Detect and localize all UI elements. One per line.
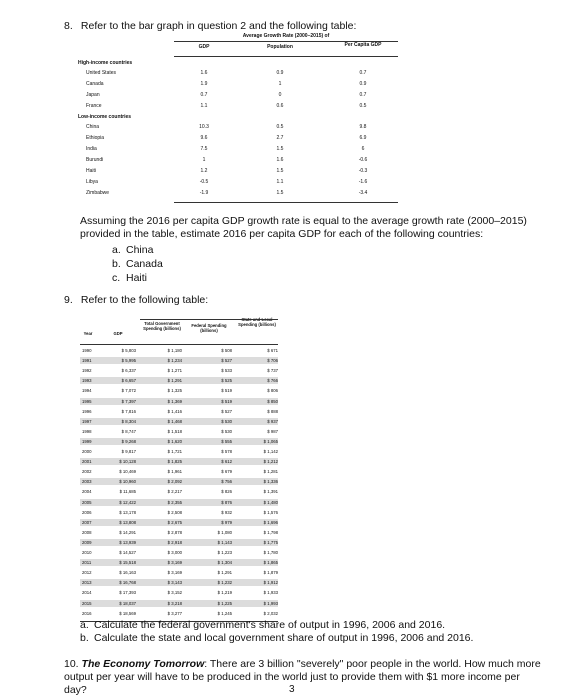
cell-gdp: $ 5,995 xyxy=(121,358,136,364)
cell-year: 1990 xyxy=(82,348,92,353)
cell-gdp: -0.5 xyxy=(199,179,209,185)
cell-pop: 1.5 xyxy=(276,190,284,196)
cell-federal: $ 1,223 xyxy=(217,550,232,555)
cell-state-local: $ 766 xyxy=(267,378,278,384)
cell-federal: $ 1,304 xyxy=(217,560,232,566)
cell-pc: 6.9 xyxy=(359,135,367,141)
part-letter: b. xyxy=(80,632,89,644)
cell-year: 2006 xyxy=(82,509,92,515)
cell-total: $ 3,143 xyxy=(167,580,182,586)
table-row xyxy=(80,509,280,517)
question-number: 10. xyxy=(64,658,79,670)
option-letter: b. xyxy=(112,258,121,270)
table-row xyxy=(80,549,280,557)
cell-pop: 1 xyxy=(278,81,282,87)
cell-gdp: $ 7,816 xyxy=(121,408,136,414)
cell-gdp: $ 15,518 xyxy=(119,560,136,566)
cell-total: $ 3,152 xyxy=(167,590,182,596)
table-row xyxy=(80,610,280,618)
cell-state-local: $ 1,576 xyxy=(263,509,278,515)
cell-gdp: $ 12,422 xyxy=(119,499,136,505)
cell-year: 2001 xyxy=(82,459,92,465)
cell-gdp: $ 14,527 xyxy=(119,550,136,555)
cell-year: 2008 xyxy=(82,529,92,535)
cell-total: $ 1,416 xyxy=(167,408,182,414)
cell-state-local: $ 1,933 xyxy=(263,590,278,596)
cell-total: $ 1,518 xyxy=(167,428,182,434)
option-letter: a. xyxy=(112,244,121,256)
cell-total: $ 2,092 xyxy=(167,479,182,485)
cell-pc: -1.6 xyxy=(358,179,368,185)
column-header-total: Total Government Spending (billions) xyxy=(143,321,181,331)
cell-year: 1995 xyxy=(82,398,92,404)
question-8-paragraph: Assuming the 2016 per capita GDP growth rate is equal to the average growth rate (2000–2015) provided in the table, estimate 2016 per capita GDP for each of the following countries: xyxy=(80,215,527,240)
table-row xyxy=(80,529,280,537)
question-8-header xyxy=(64,20,356,33)
cell-year: 1994 xyxy=(82,388,92,394)
option-text: China xyxy=(126,244,154,256)
cell-gdp: $ 10,469 xyxy=(119,469,136,475)
column-header-year: Year xyxy=(83,331,93,336)
cell-federal: $ 1,219 xyxy=(217,590,232,596)
cell-year: 2013 xyxy=(82,580,92,586)
cell-state-local: $ 737 xyxy=(267,368,278,374)
cell-federal: $ 525 xyxy=(221,378,232,384)
cell-year: 1998 xyxy=(82,428,92,434)
cell-year: 2007 xyxy=(82,519,92,525)
cell-federal: $ 826 xyxy=(221,489,232,495)
cell-federal: $ 1,291 xyxy=(217,570,232,576)
cell-year: 2011 xyxy=(82,560,92,566)
cell-state-local: $ 706 xyxy=(267,358,278,364)
cell-year: 2010 xyxy=(82,550,92,555)
cell-gdp: $ 11,685 xyxy=(119,489,136,495)
cell-total: $ 3,277 xyxy=(167,610,182,616)
cell-state-local: $ 1,798 xyxy=(263,529,278,535)
cell-federal: $ 679 xyxy=(221,469,232,475)
option-text: Haiti xyxy=(126,272,148,284)
cell-year: 2005 xyxy=(82,499,92,505)
cell-total: $ 1,369 xyxy=(167,398,182,404)
group-title: High-income countries xyxy=(78,60,133,66)
table-row xyxy=(80,468,280,476)
cell-year: 2009 xyxy=(82,539,92,545)
table-row xyxy=(80,367,280,375)
country-name: Burundi xyxy=(86,157,104,163)
cell-state-local: $ 1,912 xyxy=(263,580,278,586)
cell-gdp: 7.5 xyxy=(200,146,208,152)
question-text: Refer to the bar graph in question 2 and the following table: xyxy=(80,20,357,32)
cell-total: $ 2,355 xyxy=(167,499,182,505)
option-b xyxy=(112,257,163,271)
cell-gdp: $ 18,569 xyxy=(119,610,136,616)
country-name: China xyxy=(86,124,100,130)
cell-federal: $ 979 xyxy=(221,519,232,525)
part-text: Calculate the federal government's share of output in 1996, 2006 and 2016. xyxy=(94,619,446,631)
cell-total: $ 2,675 xyxy=(167,519,182,525)
table-rule xyxy=(174,56,398,57)
cell-total: $ 1,961 xyxy=(167,469,182,475)
cell-gdp: 1.9 xyxy=(200,81,208,87)
table-row xyxy=(80,357,280,365)
table-row xyxy=(80,569,280,577)
cell-state-local: $ 2,032 xyxy=(263,610,278,616)
table-row xyxy=(80,377,280,385)
table-rule xyxy=(174,41,398,42)
cell-pop: 1.5 xyxy=(276,168,284,174)
cell-pc: 9.8 xyxy=(359,124,367,130)
cell-state-local: $ 1,879 xyxy=(263,570,278,576)
cell-federal: $ 1,080 xyxy=(217,529,232,535)
cell-pc: 0.7 xyxy=(359,70,367,76)
cell-gdp: $ 13,178 xyxy=(119,509,136,515)
cell-total: $ 1,468 xyxy=(167,418,182,424)
cell-total: $ 3,169 xyxy=(167,560,182,566)
cell-gdp: 10.3 xyxy=(199,124,209,130)
cell-state-local: $ 1,336 xyxy=(263,479,278,485)
cell-total: $ 2,878 xyxy=(167,529,182,535)
country-name: Canada xyxy=(86,81,104,87)
cell-federal: $ 756 xyxy=(221,479,232,485)
cell-federal: $ 1,143 xyxy=(217,539,232,545)
cell-gdp: -1.9 xyxy=(199,190,209,196)
cell-pop: 1.1 xyxy=(276,179,284,185)
country-name: Ethiopia xyxy=(86,135,105,141)
cell-total: $ 3,218 xyxy=(167,600,182,606)
cell-state-local: $ 1,391 xyxy=(263,489,278,495)
cell-gdp: 1.1 xyxy=(200,103,208,109)
cell-gdp: $ 9,268 xyxy=(121,438,136,444)
cell-year: 2000 xyxy=(82,449,92,454)
option-c xyxy=(112,271,163,285)
cell-gdp: 1.6 xyxy=(200,70,208,76)
cell-year: 2002 xyxy=(82,469,92,475)
part-a xyxy=(80,619,473,632)
column-header-per-capita-gdp: Per Capita GDP xyxy=(344,42,382,48)
country-name: France xyxy=(86,103,102,109)
cell-state-local: $ 1,480 xyxy=(263,499,278,505)
table-row xyxy=(80,559,280,567)
cell-federal: $ 508 xyxy=(221,348,232,353)
question-10 xyxy=(64,658,544,697)
cell-state-local: $ 1,865 xyxy=(263,560,278,566)
cell-state-local: $ 987 xyxy=(267,428,278,434)
question-10-text: : There are 3 billion "severely" poor people in the world. How much more output per year will have to be produced in the world just to provide them with $1 more income per day? xyxy=(64,658,541,696)
cell-pop: 0.5 xyxy=(276,124,284,130)
cell-pop: 0 xyxy=(278,92,282,98)
cell-total: $ 3,000 xyxy=(167,550,182,555)
cell-gdp: $ 9,817 xyxy=(121,449,136,454)
option-a xyxy=(112,243,163,257)
cell-gdp: $ 7,072 xyxy=(121,388,136,394)
cell-federal: $ 1,225 xyxy=(217,600,232,606)
table-row xyxy=(80,448,280,456)
cell-year: 2015 xyxy=(82,600,92,606)
option-text: Canada xyxy=(126,258,163,270)
column-header-federal: Federal Spending (billions) xyxy=(191,323,227,333)
table-row xyxy=(80,539,280,547)
cell-pop: 1.6 xyxy=(276,157,284,163)
cell-year: 1992 xyxy=(82,368,92,374)
cell-federal: $ 612 xyxy=(221,459,232,465)
table-row xyxy=(80,387,280,395)
cell-year: 1991 xyxy=(82,358,92,364)
cell-federal: $ 578 xyxy=(221,449,232,454)
part-b xyxy=(80,632,473,645)
group-title: Low-income countries xyxy=(78,114,132,120)
cell-gdp: $ 18,037 xyxy=(119,600,136,606)
cell-gdp: $ 14,291 xyxy=(119,529,136,535)
cell-state-local: $ 1,142 xyxy=(263,449,278,454)
cell-state-local: $ 1,065 xyxy=(263,438,278,444)
part-text: Calculate the state and local government share of output in 1996, 2006 and 2016. xyxy=(94,632,474,644)
cell-gdp: $ 16,163 xyxy=(119,570,136,576)
cell-gdp: $ 8,747 xyxy=(121,428,136,434)
cell-state-local: $ 1,212 xyxy=(263,459,278,465)
cell-state-local: $ 1,281 xyxy=(263,469,278,475)
cell-state-local: $ 1,696 xyxy=(263,519,278,525)
cell-gdp: $ 5,803 xyxy=(121,348,136,353)
country-name: Zimbabwe xyxy=(86,190,110,196)
cell-gdp: 1.2 xyxy=(200,168,208,174)
cell-pop: 0.6 xyxy=(276,103,284,109)
table-row xyxy=(80,418,280,426)
table-rule xyxy=(140,319,278,320)
cell-pc: 0.7 xyxy=(359,92,367,98)
cell-year: 2012 xyxy=(82,570,92,576)
cell-year: 2004 xyxy=(82,489,92,495)
cell-total: $ 1,180 xyxy=(167,348,182,353)
column-header-population: Population xyxy=(267,44,293,50)
cell-gdp: $ 7,397 xyxy=(121,398,136,404)
cell-gdp: $ 13,939 xyxy=(119,539,136,545)
cell-pop: 1.5 xyxy=(276,146,284,152)
column-header-state-local: State and Local Spending (billions) xyxy=(238,317,276,327)
cell-year: 2003 xyxy=(82,479,92,485)
table-rule xyxy=(80,344,278,345)
question-text: Refer to the following table: xyxy=(80,294,209,306)
cell-gdp: $ 6,337 xyxy=(121,368,136,374)
country-name: United States xyxy=(86,70,117,76)
cell-state-local: $ 806 xyxy=(267,388,278,394)
cell-state-local: $ 1,993 xyxy=(263,600,278,606)
table-row xyxy=(80,408,280,416)
table-row xyxy=(80,579,280,587)
cell-state-local: $ 850 xyxy=(267,398,278,404)
cell-pop: 0.9 xyxy=(276,70,284,76)
table-row xyxy=(80,438,280,446)
cell-state-local: $ 888 xyxy=(267,408,278,414)
table-caption: Average Growth Rate (2000–2015) of xyxy=(242,33,330,39)
cell-pc: -0.3 xyxy=(358,168,368,174)
question-8-options xyxy=(112,243,163,285)
cell-total: $ 1,620 xyxy=(167,438,182,444)
cell-federal: $ 530 xyxy=(221,418,232,424)
cell-federal: $ 530 xyxy=(221,428,232,434)
cell-federal: $ 555 xyxy=(221,438,232,444)
cell-gdp: $ 13,808 xyxy=(119,519,136,525)
question-9-header xyxy=(64,294,208,307)
cell-year: 2016 xyxy=(82,610,92,616)
cell-total: $ 2,508 xyxy=(167,509,182,515)
cell-total: $ 3,169 xyxy=(167,570,182,576)
cell-gdp: $ 17,393 xyxy=(119,590,136,596)
table-rule xyxy=(174,202,398,203)
cell-federal: $ 519 xyxy=(221,398,232,404)
question-10-title: The Economy Tomorrow xyxy=(81,658,205,670)
country-name: Libya xyxy=(86,179,98,185)
table-row xyxy=(80,488,280,496)
cell-gdp: $ 16,768 xyxy=(119,580,136,586)
question-number: 8. xyxy=(64,20,73,32)
page-number: 3 xyxy=(289,684,295,695)
country-name: Japan xyxy=(86,92,100,98)
cell-federal: $ 527 xyxy=(221,408,232,414)
cell-total: $ 2,217 xyxy=(167,489,182,495)
cell-federal: $ 1,245 xyxy=(217,610,232,616)
part-letter: a. xyxy=(80,619,89,631)
cell-total: $ 1,271 xyxy=(167,368,182,374)
cell-gdp: $ 6,657 xyxy=(121,378,136,384)
country-name: India xyxy=(86,146,97,152)
cell-total: $ 1,291 xyxy=(167,378,182,384)
cell-total: $ 1,234 xyxy=(167,358,182,364)
cell-gdp: 9.6 xyxy=(200,135,208,141)
cell-year: 1996 xyxy=(82,408,92,414)
cell-pc: -0.6 xyxy=(358,157,368,163)
cell-total: $ 1,325 xyxy=(167,388,182,394)
cell-pc: -3.4 xyxy=(358,190,368,196)
cell-gdp: $ 10,960 xyxy=(119,479,136,485)
cell-year: 1999 xyxy=(82,438,92,444)
question-9-parts xyxy=(80,619,473,645)
table-row xyxy=(80,398,280,406)
cell-total: $ 1,825 xyxy=(167,459,182,465)
table-row xyxy=(80,600,280,608)
cell-gdp: $ 8,304 xyxy=(121,418,136,424)
table-row xyxy=(80,499,280,507)
cell-gdp: $ 10,128 xyxy=(119,459,136,465)
cell-pc: 0.5 xyxy=(359,103,367,109)
cell-total: $ 2,918 xyxy=(167,539,182,545)
cell-gdp: 0.7 xyxy=(200,92,208,98)
table-row xyxy=(80,347,280,355)
cell-state-local: $ 671 xyxy=(267,348,278,353)
option-letter: c. xyxy=(112,272,121,284)
table-row xyxy=(80,589,280,597)
cell-federal: $ 527 xyxy=(221,358,232,364)
cell-total: $ 1,721 xyxy=(167,449,182,454)
cell-state-local: $ 1,780 xyxy=(263,550,278,555)
country-name: Haiti xyxy=(86,168,97,174)
table-row xyxy=(80,428,280,436)
cell-year: 1993 xyxy=(82,378,92,384)
cell-state-local: $ 937 xyxy=(267,418,278,424)
cell-federal: $ 876 xyxy=(221,499,232,505)
cell-federal: $ 533 xyxy=(221,368,232,374)
cell-year: 2014 xyxy=(82,590,92,596)
cell-gdp: 1 xyxy=(202,157,206,163)
table-row xyxy=(80,519,280,527)
table-row xyxy=(80,458,280,466)
column-header-gdp: GDP xyxy=(198,44,210,50)
cell-pc: 6 xyxy=(361,146,365,152)
cell-year: 1997 xyxy=(82,418,92,424)
cell-federal: $ 519 xyxy=(221,388,232,394)
cell-federal: $ 932 xyxy=(221,509,232,515)
question-number: 9. xyxy=(64,294,73,306)
column-header-gdp: GDP xyxy=(113,331,123,336)
cell-pop: 2.7 xyxy=(276,135,284,141)
cell-state-local: $ 1,775 xyxy=(263,539,278,545)
table-row xyxy=(80,478,280,486)
cell-federal: $ 1,232 xyxy=(217,580,232,586)
cell-pc: 0.9 xyxy=(359,81,367,87)
